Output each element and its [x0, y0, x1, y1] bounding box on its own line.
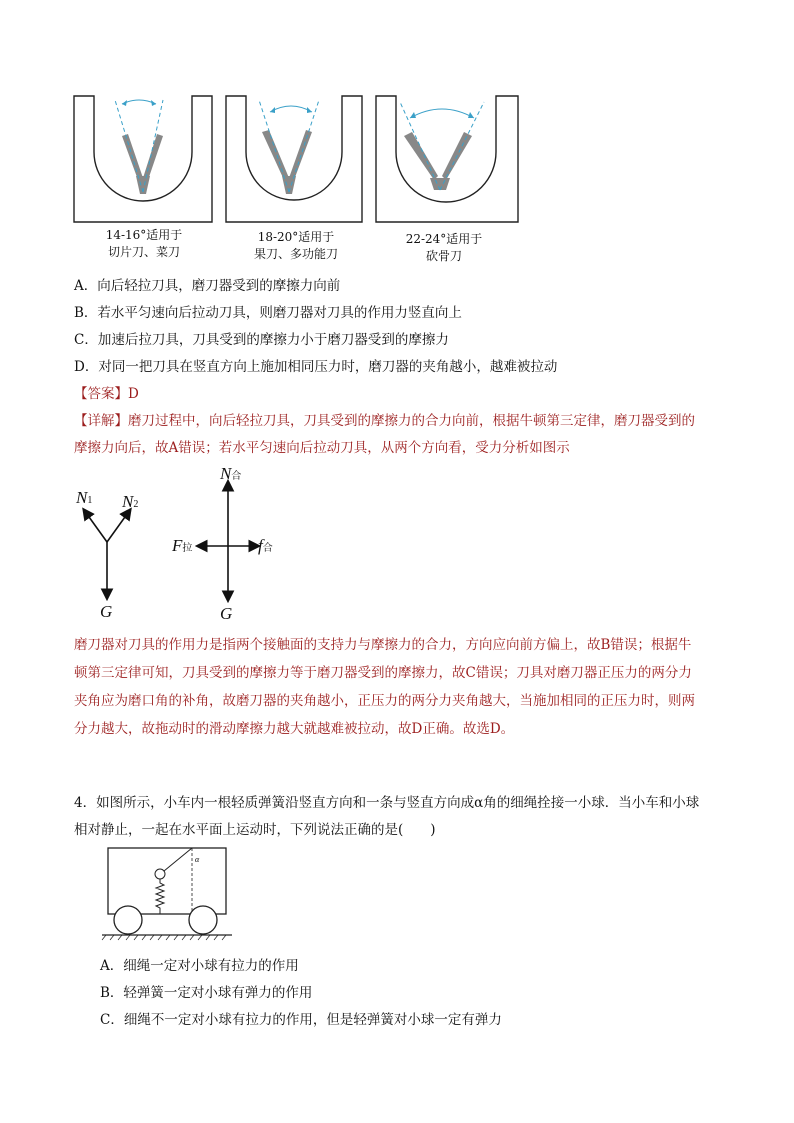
q4-option-c: C．细绳不一定对小球有拉力的作用，但是轻弹簧对小球一定有弹力 [100, 1012, 502, 1028]
force-n2-label [122, 492, 138, 512]
label-sub: 1 [87, 495, 93, 506]
force-fhe-label [258, 536, 273, 556]
label-sub: 合 [231, 471, 242, 482]
label-main: N [76, 488, 88, 507]
label-main: f [258, 536, 263, 555]
q4-stem-line-1: 4．如图所示，小车内一根轻质弹簧沿竖直方向和一条与竖直方向成α角的细绳拴接一小球．当小车和小球 [74, 795, 700, 811]
cart-diagram [100, 844, 235, 942]
q4-option-b: B．轻弹簧一定对小球有弹力的作用 [100, 985, 313, 1001]
answer-value: D [128, 386, 139, 402]
explain-line-3: 磨刀器对刀具的作用力是指两个接触面的支持力与摩擦力的合力，方向应向前方偏上，故B错误；根据牛 [74, 637, 692, 653]
answer-tag: 【答案】 [74, 386, 128, 402]
label-sub: 2 [133, 499, 139, 510]
caption-line: 果刀、多功能刀 [253, 247, 338, 261]
label-main: N [122, 492, 134, 511]
label-main: N [220, 464, 232, 483]
explain-text: 磨刀过程中，向后轻拉刀具，刀具受到的摩擦力的合力向前，根据牛顿第三定律，磨刀器受到的 [128, 413, 695, 429]
alpha-label: α [195, 855, 200, 864]
caption-line: 砍骨刀 [425, 249, 462, 263]
label-main: F [172, 536, 183, 555]
caption-line: 14-16°适用于 [105, 228, 183, 242]
sharpener-caption-3 [384, 231, 504, 265]
q4-stem-line-2: 相对静止，一起在水平面上运动时，下列说法正确的是( ) [74, 822, 436, 838]
q4-option-a: A．细绳一定对小球有拉力的作用 [100, 958, 299, 974]
explain-line-2: 摩擦力向后，故A错误；若水平匀速向后拉动刀具，从两个方向看，受力分析如图示 [74, 440, 570, 456]
label-sub: 合 [262, 543, 273, 554]
force-fla-label [172, 536, 192, 556]
force-nhe-label [220, 464, 241, 484]
sharpener-panel-3 [376, 96, 518, 222]
explain-tag: 【详解】 [74, 413, 128, 429]
answer-line [74, 382, 139, 402]
sharpener-caption-2 [236, 229, 356, 263]
explain-line-6: 分力越大，故拖动时的滑动摩擦力越大就越难被拉动，故D正确。故选D。 [74, 721, 515, 737]
sharpener-panel-1 [74, 96, 212, 222]
sharpener-diagram [70, 92, 520, 232]
caption-line: 22-24°适用于 [405, 232, 483, 246]
explain-line-5: 夹角应为磨口角的补角，故磨刀器的夹角越小，正压力的两分力夹角越大，当施加相同的正压力时，则两 [74, 693, 695, 709]
sharpener-caption-1 [84, 227, 204, 261]
explain-line-1 [74, 409, 695, 429]
force-g-label-2: G [220, 604, 233, 623]
force-g-label-1: G [100, 602, 113, 621]
caption-line: 18-20°适用于 [257, 230, 335, 244]
q3-option-d: D．对同一把刀具在竖直方向上施加相同压力时，磨刀器的夹角越小，越难被拉动 [74, 359, 558, 375]
caption-line: 切片刀、菜刀 [107, 245, 180, 259]
q3-option-b: B．若水平匀速向后拉动刀具，则磨刀器对刀具的作用力竖直向上 [74, 305, 462, 321]
q3-option-a: A．向后轻拉刀具，磨刀器受到的摩擦力向前 [74, 278, 341, 294]
q3-option-c: C．加速后拉刀具，刀具受到的摩擦力小于磨刀器受到的摩擦力 [74, 332, 449, 348]
force-n1-label [76, 488, 92, 508]
sharpener-panel-2 [226, 96, 362, 222]
explain-line-4: 顿第三定律可知，刀具受到的摩擦力等于磨刀器受到的摩擦力，故C错误；刀具对磨刀器正压力的两分力 [74, 665, 692, 681]
label-sub: 拉 [182, 543, 193, 554]
